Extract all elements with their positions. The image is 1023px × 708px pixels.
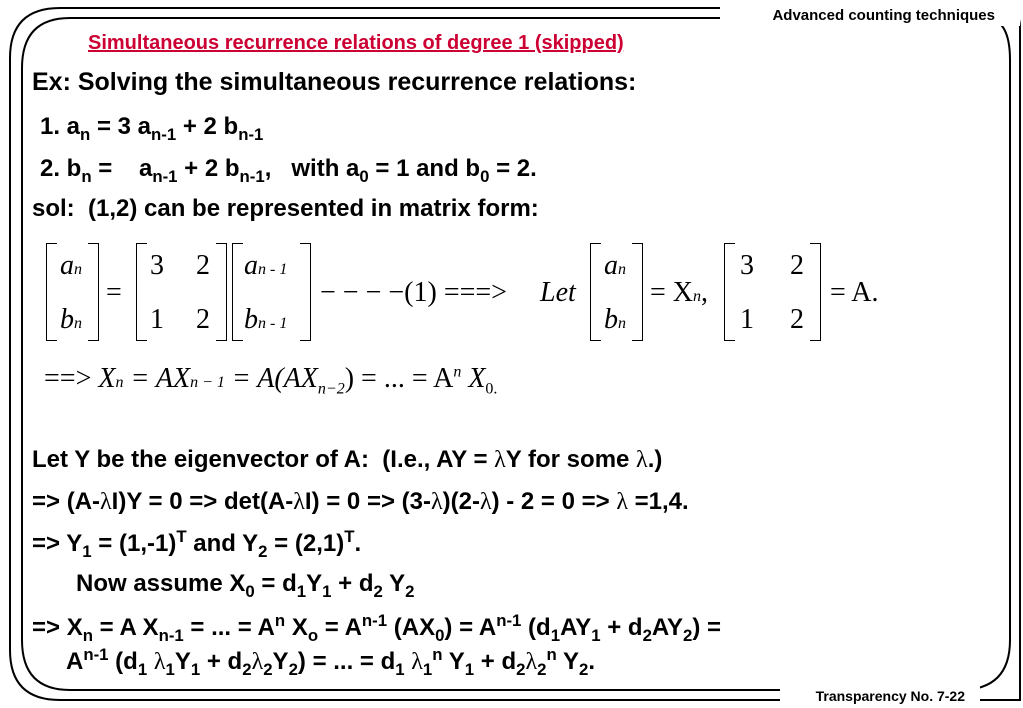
eigenvector-line: Let Y be the eigenvector of A: (I.e., AY = λY for some λ.): [32, 446, 663, 473]
solution-intro: sol: (1,2) can be represented in matrix form:: [32, 195, 539, 222]
final-derivation-line-2: $A^{n-1}$ ($d_1$ $\lambda_1Y_1 + d_2\lambda_2Y_2$) = ... = $d_1$ $\lambda_1^n$ $Y_1 + d_2\lambda_2^n$ $Y_2$.: [66, 645, 595, 679]
transparency-number: Transparency No. 7-22: [815, 688, 965, 704]
eigenvectors-line: => $Y_1 = (1,-1)^T$ and $Y_2 = (2,1)^T$.: [32, 527, 362, 561]
final-derivation-line-1: => $X_n = A$ $X_{n-1}$ = ... = $A^n$ $X_o = A^{n-1}$ $(AX_0) = A^{n-1}$ $(d_1AY_1 + d_2AY_2)$ =: [32, 611, 722, 645]
section-header: Advanced counting techniques: [772, 7, 995, 24]
relation-1: 1. $a_n = 3$ $a_{n-1} + 2$ $b_{n-1}$: [40, 113, 264, 144]
example-heading: Ex: Solving the simultaneous recurrence relations:: [32, 68, 637, 96]
slide-title: Simultaneous recurrence relations of degree 1 (skipped): [88, 32, 624, 54]
characteristic-line: => (A-λI)Y = 0 => det(A-λI) = 0 => (3-λ)(2-λ) - 2 = 0 => λ =1,4.: [32, 488, 689, 515]
relation-2: 2. $b_n$ = $a_{n-1} + 2$ $b_{n-1}$, with $a_0 = 1$ and $b_0 = 2$.: [40, 155, 537, 186]
assume-line: Now assume $X_0 = d_1Y_1 + d_2$ $Y_2$: [76, 570, 415, 601]
